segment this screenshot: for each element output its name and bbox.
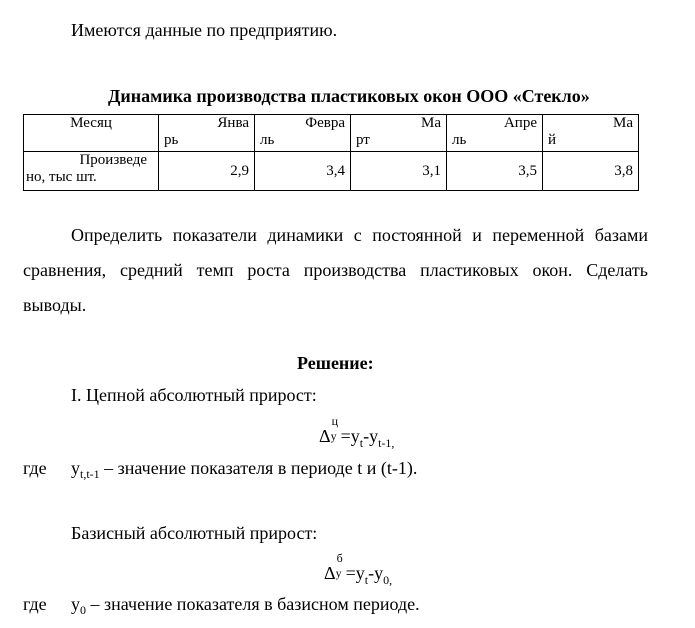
base-heading: Базисный абсолютный прирост:: [71, 523, 318, 543]
header-month: Ма й: [543, 115, 639, 152]
header-month-label: Месяц: [24, 115, 159, 152]
base-formula: Δ б у $=y_t-y_{0,}$: [324, 551, 393, 587]
base-where-label: где: [23, 594, 47, 614]
table-cell: 2,9: [159, 152, 255, 191]
solution-title: Решение:: [297, 353, 374, 373]
base-where-text: $y_0$ – значение показателя в базисном периоде.: [71, 594, 420, 617]
header-month: Ма рт: [351, 115, 447, 152]
task-paragraph: Определить показатели динамики с постоянной и переменной базами сравнения, средний темп роста производства пластиковых окон. Сделать выводы.: [23, 225, 648, 315]
chain-where-text: $y_{t,t-1}$ – значение показателя в периоде t и (t-1).: [71, 458, 418, 481]
chain-where-label: где: [23, 458, 47, 478]
row-label: Произведе но, тыс шт.: [24, 152, 159, 191]
table-row: [24, 152, 639, 191]
header-month: Янва рь: [159, 115, 255, 152]
table-cell: 3,8: [543, 152, 639, 191]
table-cell: 3,5: [447, 152, 543, 191]
production-table: [23, 114, 639, 191]
table-header-row: [24, 115, 639, 152]
table-cell: 3,1: [351, 152, 447, 191]
table-cell: 3,4: [255, 152, 351, 191]
chain-formula: Δ ц у $=y_t-y_{t-1,}$: [319, 414, 395, 450]
table-title: Динамика производства пластиковых окон ООО «Стекло»: [108, 86, 590, 106]
header-month: Апре ль: [447, 115, 543, 152]
intro-text: Имеются данные по предприятию.: [71, 20, 338, 40]
chain-heading: I. Цепной абсолютный прирост:: [71, 385, 317, 405]
header-month: Февра ль: [255, 115, 351, 152]
